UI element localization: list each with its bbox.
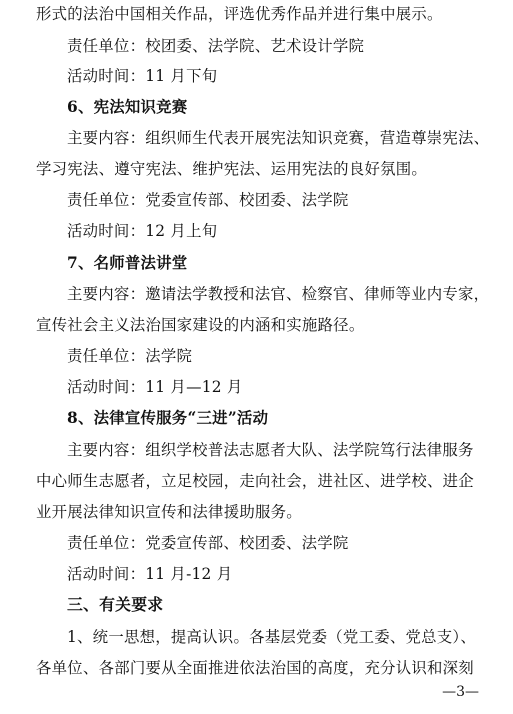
- main-content-line: 主要内容：组织学校普法志愿者大队、法学院笃行法律服务: [67, 441, 474, 459]
- item-heading-8: 8、法律宣传服务“三进”活动: [67, 409, 269, 427]
- responsible-unit-line: 责任单位：党委宣传部、校团委、法学院: [67, 191, 349, 209]
- page-number: —3—: [442, 684, 479, 700]
- body-text-line: 学习宪法、遵守宪法、维护宪法、运用宪法的良好氛围。: [36, 160, 428, 178]
- main-content-line: 主要内容：邀请法学教授和法官、检察官、律师等业内专家，: [67, 285, 490, 303]
- body-text-line: 各单位、各部门要从全面推进依法治国的高度，充分认识和深刻: [36, 659, 474, 677]
- body-text-line: 业开展法律知识宣传和法律援助服务。: [36, 503, 302, 521]
- item-heading-7: 7、名师普法讲堂: [67, 254, 188, 272]
- section-heading-requirements: 三、有关要求: [67, 595, 164, 614]
- item-heading-6: 6、宪法知识竞赛: [67, 98, 188, 116]
- responsible-unit-line: 责任单位：校团委、法学院、艺术设计学院: [67, 37, 365, 55]
- requirement-item-1: 1、统一思想，提高认识。各基层党委（党工委、党总支）、: [67, 628, 476, 646]
- responsible-unit-line: 责任单位：党委宣传部、校团委、法学院: [67, 534, 349, 552]
- activity-time-line: 活动时间：12 月上旬: [67, 222, 218, 240]
- responsible-unit-line: 责任单位：法学院: [67, 347, 193, 365]
- body-text-line: 中心师生志愿者，立足校园，走向社会，进社区、进学校、进企: [36, 472, 474, 490]
- main-content-line: 主要内容：组织师生代表开展宪法知识竞赛，营造尊崇宪法、: [67, 129, 490, 147]
- body-text-line: 宣传社会主义法治国家建设的内涵和实施路径。: [36, 316, 365, 334]
- activity-time-line: 活动时间：11 月下旬: [67, 67, 218, 85]
- activity-time-line: 活动时间：11 月-12 月: [67, 565, 233, 583]
- activity-time-line: 活动时间：11 月—12 月: [67, 378, 243, 396]
- body-text-line: 形式的法治中国相关作品，评选优秀作品并进行集中展示。: [36, 5, 443, 23]
